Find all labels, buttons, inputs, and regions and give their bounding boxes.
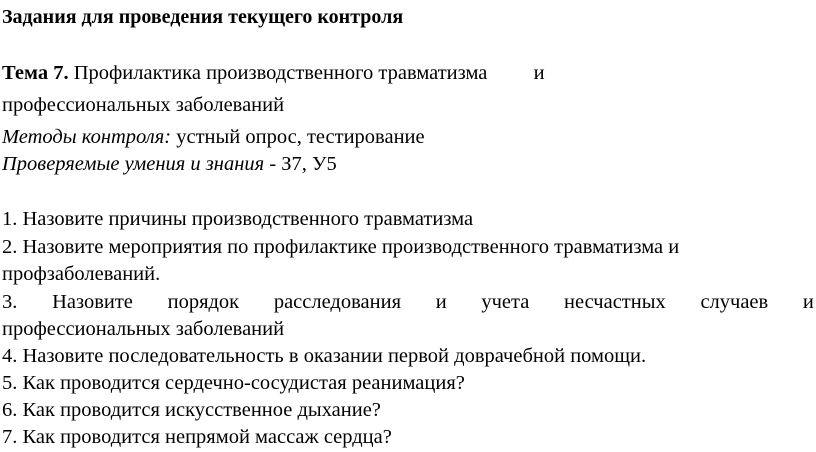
question-1: 1. Назовите причины производственного травматизма: [2, 208, 474, 230]
question-2-line2: профзаболеваний.: [2, 263, 161, 285]
skills-value: З7, У5: [281, 153, 337, 175]
skills-line: [2, 151, 337, 177]
question-3-word: учета: [481, 291, 530, 313]
question-3-word: несчастных: [564, 291, 666, 313]
question-3-word: Назовите: [52, 291, 133, 313]
question-3-word: 3.: [2, 291, 18, 313]
question-3-word: порядок: [167, 291, 240, 313]
methods-label: Методы контроля:: [2, 126, 172, 148]
question-3-word: случаев: [700, 291, 769, 313]
question-7: 7. Как проводится непрямой массаж сердца?: [2, 426, 392, 448]
question-4: 4. Назовите последовательность в оказании первой доврачебной помощи.: [2, 345, 647, 367]
skills-label: Проверяемые умения и знания: [2, 153, 265, 175]
question-6: 6. Как проводится искусственное дыхание?: [2, 399, 381, 421]
question-3-line1: [2, 289, 814, 315]
question-2-line1: 2. Назовите мероприятия по профилактике производственного травматизма и: [2, 236, 680, 258]
document-heading: Задания для проведения текущего контроля: [2, 6, 404, 28]
topic-title-conjunction: и: [533, 62, 545, 84]
skills-separator: -: [269, 153, 277, 175]
methods-value: устный опрос, тестирование: [176, 126, 425, 148]
methods-line: [2, 124, 425, 150]
topic-label: Тема 7.: [2, 62, 69, 84]
question-5: 5. Как проводится сердечно-сосудистая реанимация?: [2, 372, 465, 394]
topic-title-part2: профессиональных заболеваний: [2, 94, 285, 116]
question-3-line2: профессиональных заболеваний: [2, 318, 285, 340]
topic-line: [2, 60, 545, 86]
question-3-word: расследования: [273, 291, 401, 313]
question-3-word: и: [802, 291, 814, 313]
topic-title-part1: Профилактика производственного травматизма: [73, 62, 488, 84]
question-3-word: и: [435, 291, 447, 313]
